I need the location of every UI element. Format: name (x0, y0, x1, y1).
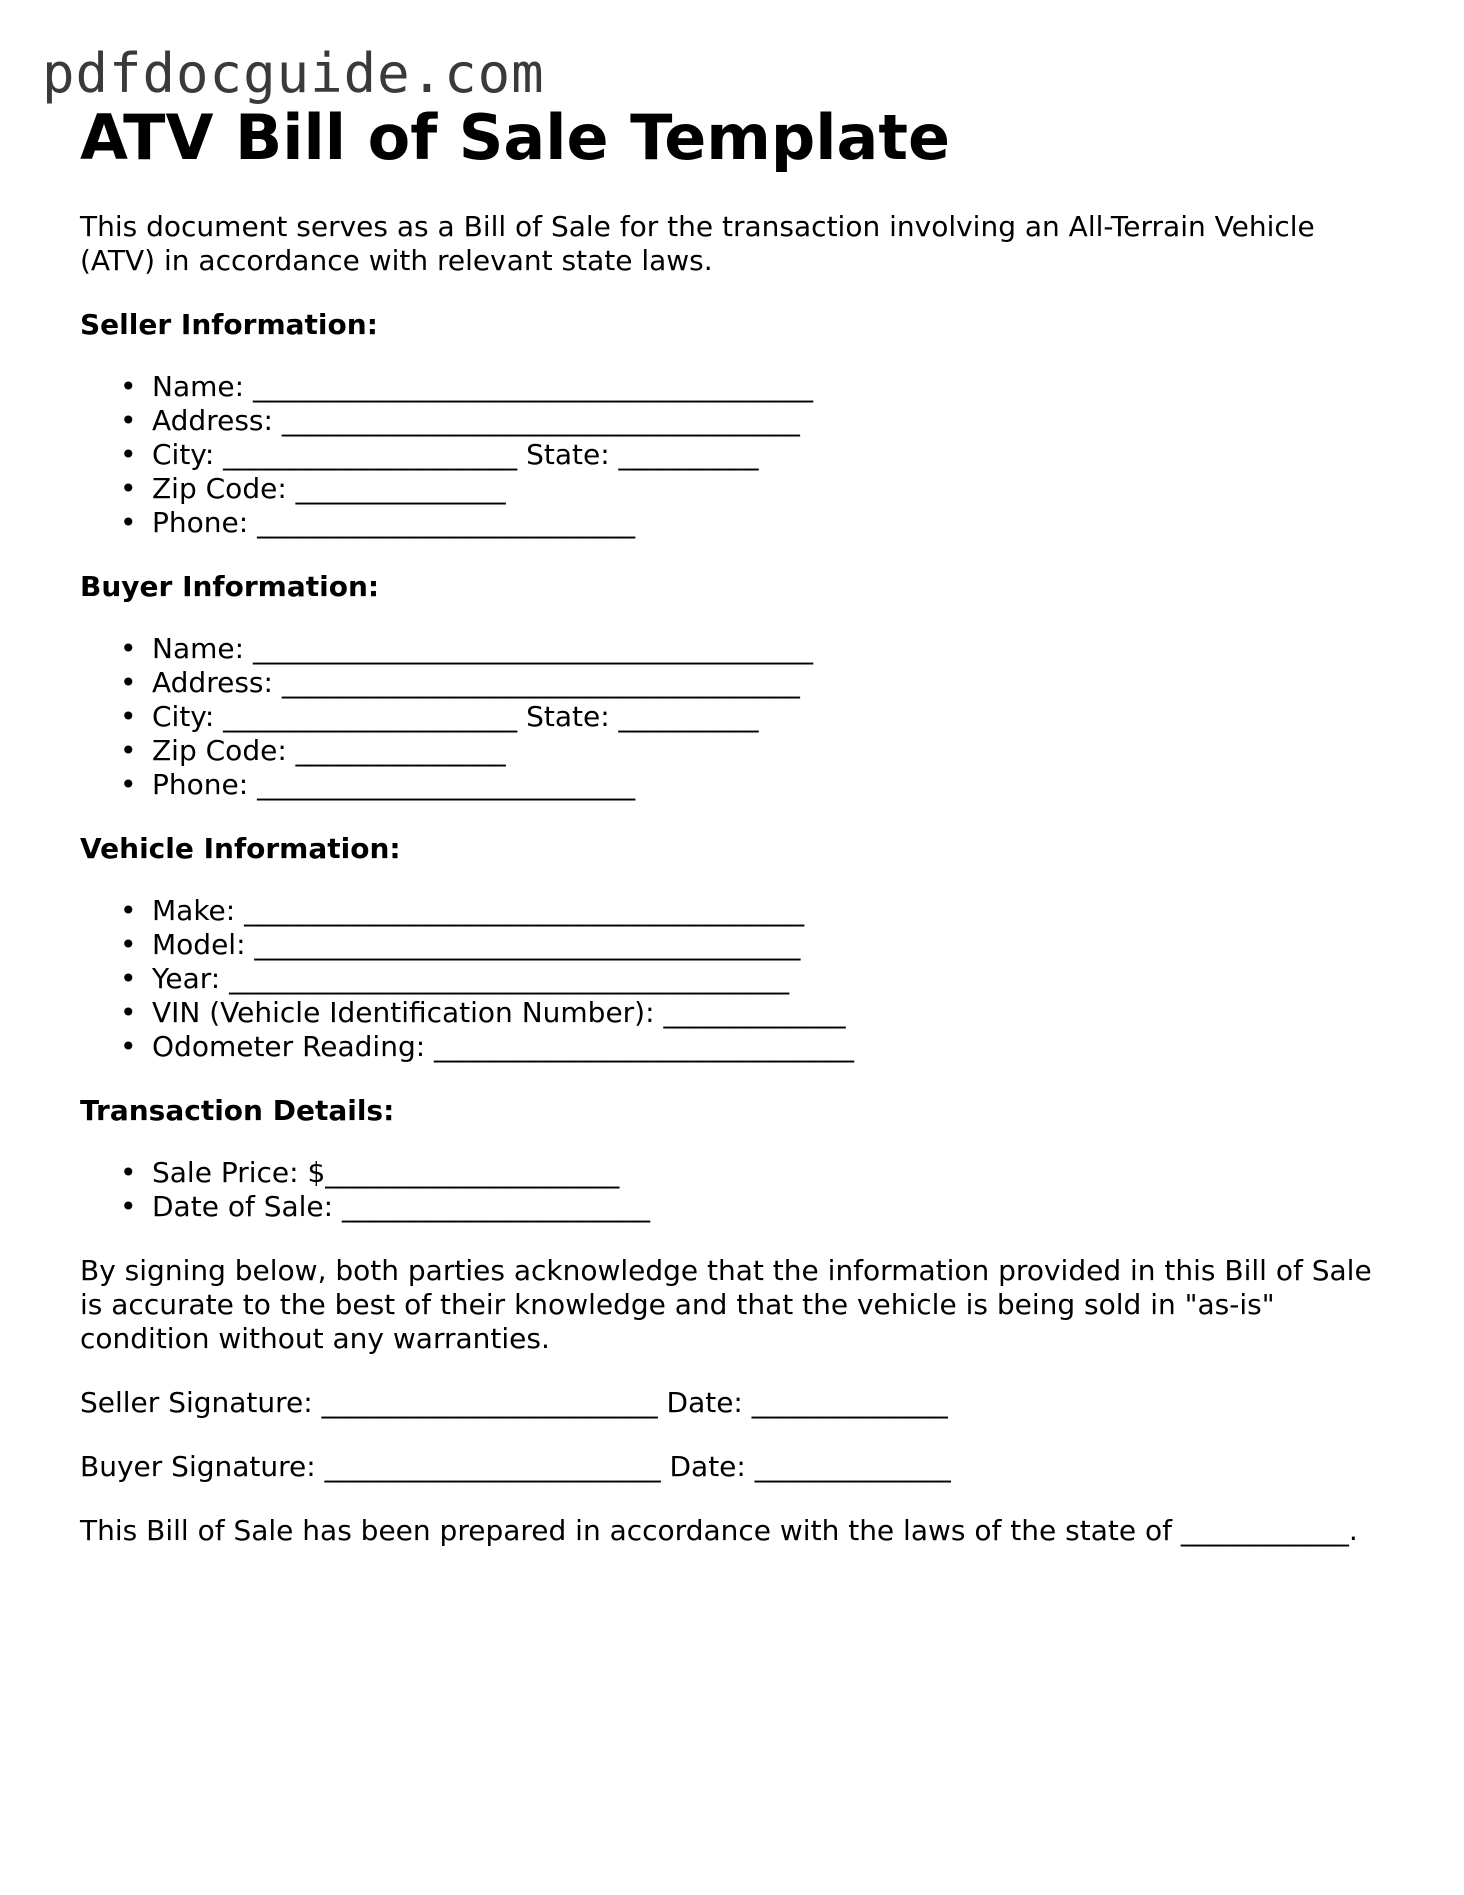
buyer-city-state-field: City: _____________________ State: __________ (152, 700, 759, 733)
bullet-icon: • (120, 1190, 137, 1223)
list-item (80, 472, 1380, 506)
list-item (80, 404, 1380, 438)
seller-phone-field: Phone: ___________________________ (152, 506, 636, 539)
list-item (80, 1156, 1380, 1190)
buyer-section-heading: Buyer Information: (80, 570, 380, 603)
list-item (80, 1190, 1380, 1224)
list-item (80, 1030, 1380, 1064)
list-item (80, 894, 1380, 928)
vehicle-info-list (80, 894, 1380, 1064)
list-item (80, 666, 1380, 700)
vehicle-section-heading: Vehicle Information: (80, 832, 401, 865)
buyer-signature-line: Buyer Signature: ________________________ Date: ______________ (80, 1450, 951, 1483)
list-item (80, 928, 1380, 962)
bullet-icon: • (120, 472, 137, 505)
bullet-icon: • (120, 370, 137, 403)
intro-paragraph: This document serves as a Bill of Sale for the transaction involving an All-Terrain Vehicle (ATV) in accordance with relevant state laws. (80, 210, 1315, 277)
seller-section-heading: Seller Information: (80, 308, 378, 341)
vehicle-odometer-field: Odometer Reading: ______________________________ (152, 1030, 855, 1063)
list-item (80, 700, 1380, 734)
bullet-icon: • (120, 506, 137, 539)
page-title: ATV Bill of Sale Template (80, 101, 951, 174)
buyer-info-list (80, 632, 1380, 802)
bullet-icon: • (120, 734, 137, 767)
bullet-icon: • (120, 438, 137, 471)
seller-city-state-field: City: _____________________ State: __________ (152, 438, 759, 471)
seller-info-list (80, 370, 1380, 540)
vehicle-year-field: Year: ________________________________________ (152, 962, 790, 995)
list-item (80, 632, 1380, 666)
vehicle-model-field: Model: _______________________________________ (152, 928, 801, 961)
transaction-info-list (80, 1156, 1380, 1224)
bullet-icon: • (120, 996, 137, 1029)
closing-paragraph: This Bill of Sale has been prepared in accordance with the laws of the state of ____________. (80, 1514, 1358, 1547)
sale-price-field: Sale Price: $_____________________ (152, 1156, 620, 1189)
list-item (80, 506, 1380, 540)
bullet-icon: • (120, 700, 137, 733)
seller-signature-line: Seller Signature: ________________________ Date: ______________ (80, 1386, 948, 1419)
list-item (80, 768, 1380, 802)
document-body (80, 100, 1380, 1548)
transaction-section-heading: Transaction Details: (80, 1094, 395, 1127)
vehicle-vin-field: VIN (Vehicle Identification Number): _____________ (152, 996, 846, 1029)
bullet-icon: • (120, 962, 137, 995)
watermark-text: pdfdocguide.com (42, 42, 545, 105)
bullet-icon: • (120, 632, 137, 665)
seller-name-field: Name: ________________________________________ (152, 370, 813, 403)
bullet-icon: • (120, 928, 137, 961)
list-item (80, 438, 1380, 472)
sale-date-field: Date of Sale: ______________________ (152, 1190, 650, 1223)
list-item (80, 370, 1380, 404)
bullet-icon: • (120, 1030, 137, 1063)
bullet-icon: • (120, 666, 137, 699)
bullet-icon: • (120, 1156, 137, 1189)
list-item (80, 734, 1380, 768)
seller-zip-field: Zip Code: _______________ (152, 472, 506, 505)
buyer-phone-field: Phone: ___________________________ (152, 768, 636, 801)
bullet-icon: • (120, 894, 137, 927)
buyer-zip-field: Zip Code: _______________ (152, 734, 506, 767)
bullet-icon: • (120, 404, 137, 437)
bullet-icon: • (120, 768, 137, 801)
buyer-name-field: Name: ________________________________________ (152, 632, 813, 665)
buyer-address-field: Address: _____________________________________ (152, 666, 800, 699)
list-item (80, 962, 1380, 996)
seller-address-field: Address: _____________________________________ (152, 404, 800, 437)
acknowledgment-paragraph: By signing below, both parties acknowledge that the information provided in this Bill of Sale is accurate to the best of their knowledge and that the vehicle is being sold in "as-is" condition without any warranties. (80, 1254, 1372, 1355)
list-item (80, 996, 1380, 1030)
vehicle-make-field: Make: ________________________________________ (152, 894, 805, 927)
